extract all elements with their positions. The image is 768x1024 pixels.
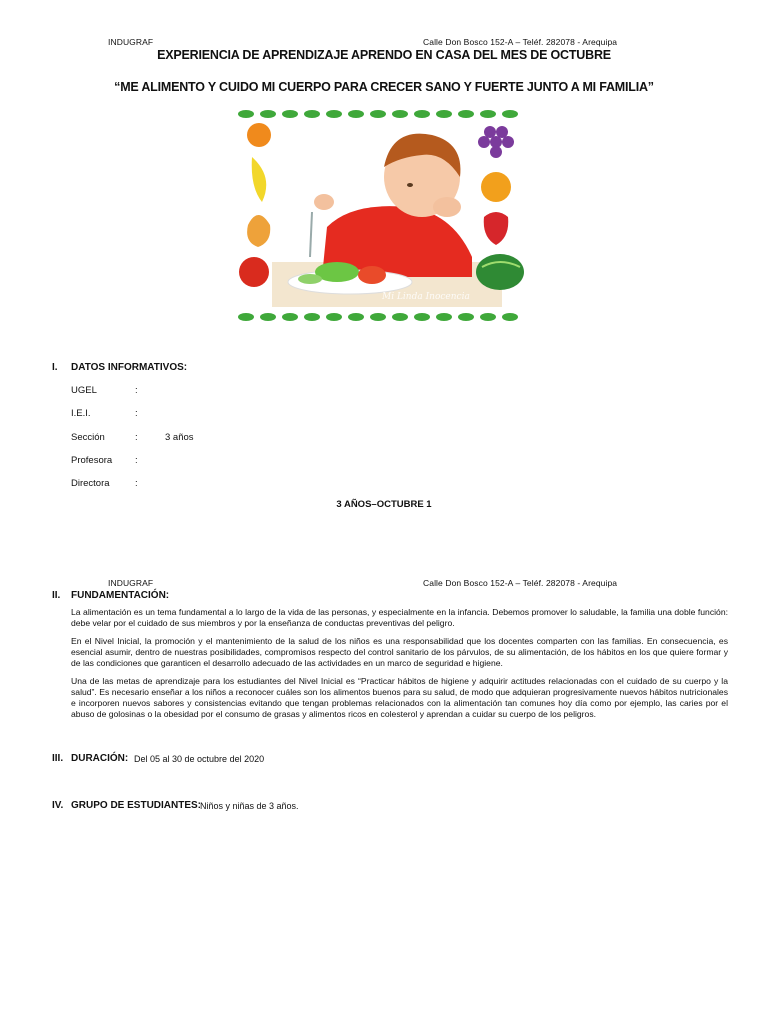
section-4-heading: GRUPO DE ESTUDIANTES: [71,800,202,811]
info-row-directora-label: Directora [71,478,110,489]
info-row-seccion-sep: : [135,432,138,443]
info-row-profesora-label: Profesora [71,455,113,466]
section-2-heading: FUNDAMENTACIÓN: [71,590,170,601]
info-row-ugel-sep: : [135,385,138,396]
section-1-number: I. [52,362,58,373]
header-org: INDUGRAF [108,37,154,47]
orange-character-icon [247,123,271,147]
page-footer: 3 AÑOS–OCTUBRE 1 [336,499,432,510]
section-4-number: IV. [52,800,64,811]
tomato-character-icon [239,257,269,287]
info-row-directora-sep: : [135,478,138,489]
watermelon-character-icon [476,254,524,290]
illustration-child-eating [232,107,534,325]
info-row-iei-label: I.E.I. [71,408,91,419]
fundamentacion-paragraph-3: Una de las metas de aprendizaje para los estudiantes del Nivel Inicial es “Practicar hábitos de higiene y adquirir actitudes relacionadas con el cuidado de su cuerpo y la salud”. Es necesario enseñar a los niños a reconocer cuáles son los alimentos buenos para su salud, de modo que adquieran progresivamente nuevos hábitos nutricionales e incorporen nuevos sabores y consistencias evitando que tengan problemas relacionados con la alimentación tan comunes hoy día como por ejemplo, las caries por el abuso de golosinas o la obesidad por el consumo de grasas y alimentos ricos en colesterol y aprendan a cuidar su cuerpo de los peligros. [71,676,728,719]
duracion-text: Del 05 al 30 de octubre del 2020 [134,754,265,764]
info-row-iei-sep: : [135,408,138,419]
info-row-ugel-label: UGEL [71,385,97,396]
orange-face-icon [481,172,511,202]
section-3-heading: DURACIÓN: [71,753,129,764]
info-row-seccion-value: 3 años [165,432,194,443]
section-2-number: II. [52,590,61,601]
illustration-signature-icon: Mi Linda Inocencia [382,292,470,302]
header-address: Calle Don Bosco 152-A – Teléf. 282078 - Arequipa [423,37,618,47]
header-org-page-2: INDUGRAF [108,578,154,588]
fundamentacion-paragraph-2: En el Nivel Inicial, la promoción y el mantenimiento de la salud de los niños es una responsabilidad que los docentes comparten con las familias. En consecuencia, es esencial asumir, dentro de nuestras posibilidades, compromisos respecto del control sanitario de los párvulos, de su alimentación, de los hábitos en los que quiere formar y de las condiciones que garanticen el desarrollo adecuado de las actividades en un marco de seguridad e higiene. [71,636,728,668]
fundamentacion-paragraph-1: La alimentación es un tema fundamental a lo largo de la vida de las personas, y especialmente en la infancia. Debemos promover lo saludable, la familia una doble función: debe velar por el cuidado de sus miembros y por la enseñanza de conductas preventivas del peligro. [71,607,728,628]
section-1-heading: DATOS INFORMATIVOS: [71,362,188,373]
document-subtitle: “ME ALIMENTO Y CUIDO MI CUERPO PARA CRECER SANO Y FUERTE JUNTO A MI FAMILIA” [114,80,654,94]
info-row-profesora-sep: : [135,455,138,466]
illustration-svg [232,107,534,325]
document-title: EXPERIENCIA DE APRENDIZAJE APRENDO EN CASA DEL MES DE OCTUBRE [157,48,611,62]
section-3-number: III. [52,753,64,764]
grupo-estudiantes-text: Niños y niñas de 3 años. [200,801,299,811]
info-row-seccion-label: Sección [71,432,105,443]
header-address-page-2: Calle Don Bosco 152-A – Teléf. 282078 - Arequipa [423,578,618,588]
